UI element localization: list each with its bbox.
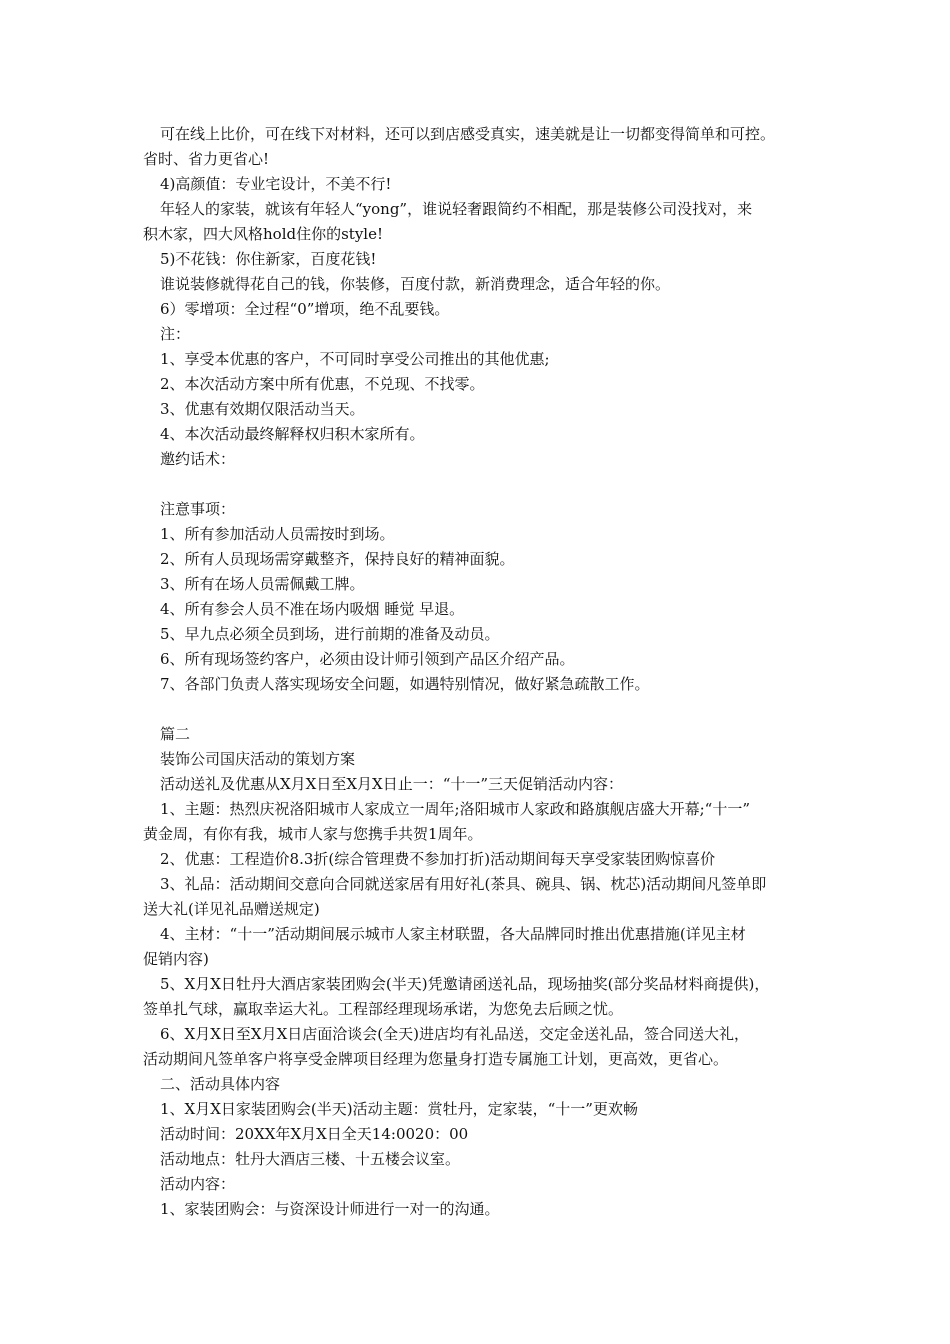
chapter-heading: 篇二	[160, 725, 191, 743]
paragraph-line: 促销内容)	[143, 950, 209, 968]
list-item: 4、主材：“十一”活动期间展示城市人家主材联盟，各大品牌同时推出优惠措施(详见主材	[160, 925, 746, 943]
list-item: 7、各部门负责人落实现场安全问题，如遇特别情况，做好紧急疏散工作。	[160, 675, 650, 693]
list-item: 2、本次活动方案中所有优惠，不兑现、不找零。	[160, 375, 485, 393]
list-item: 1、X月X日家装团购会(半天)活动主题：赏牡丹，定家装，“十一”更欢畅	[160, 1100, 638, 1118]
activity-content-heading: 活动内容：	[160, 1175, 236, 1193]
list-item: 1、主题：热烈庆祝洛阳城市人家成立一周年;洛阳城市人家政和路旗舰店盛大开幕;“十一”	[160, 800, 750, 818]
blank-line	[143, 472, 813, 497]
paragraph-line: 可在线上比价，可在线下对材料，还可以到店感受真实，速美就是让一切都变得简单和可控。	[160, 125, 776, 143]
section-heading: 二、活动具体内容	[160, 1075, 281, 1093]
section-heading: 6）零增项：全过程“0”增项，绝不乱要钱。	[160, 300, 450, 318]
invitation-script-heading: 邀约话术：	[160, 450, 236, 468]
list-item: 3、优惠有效期仅限活动当天。	[160, 400, 365, 418]
paragraph-line: 谁说装修就得花自己的钱，你装修，百度付款，新消费理念，适合年轻的你。	[160, 275, 671, 293]
list-item: 6、所有现场签约客户，必须由设计师引领到产品区介绍产品。	[160, 650, 575, 668]
notes-heading: 注：	[160, 325, 191, 343]
section-heading: 4)高颜值：专业宅设计，不美不行!	[160, 175, 392, 193]
paragraph-line: 签单扎气球，赢取幸运大礼。工程部经理现场承诺，为您免去后顾之忧。	[143, 1000, 624, 1018]
list-item: 1、享受本优惠的客户，不可同时享受公司推出的其他优惠;	[160, 350, 550, 368]
activity-location: 活动地点：牡丹大酒店三楼、十五楼会议室。	[160, 1150, 461, 1168]
document-body	[143, 122, 813, 1222]
list-item: 1、所有参加活动人员需按时到场。	[160, 525, 395, 543]
paragraph-line: 省时、省力更省心!	[143, 150, 270, 168]
list-item: 2、所有人员现场需穿戴整齐，保持良好的精神面貌。	[160, 550, 515, 568]
list-item: 4、所有参会人员不准在场内吸烟 睡觉 早退。	[160, 600, 465, 618]
paragraph-line: 活动送礼及优惠从X月X日至X月X日止一：“十一”三天促销活动内容：	[160, 775, 624, 793]
paragraph-line: 积木家，四大风格hold住你的style!	[143, 225, 383, 243]
paragraph-line: 年轻人的家装，就该有年轻人“yong”，谁说轻奢跟简约不相配，那是装修公司没找对，来	[160, 200, 753, 218]
paragraph-line: 送大礼(详见礼品赠送规定)	[143, 900, 320, 918]
list-item: 3、所有在场人员需佩戴工牌。	[160, 575, 365, 593]
activity-time: 活动时间：20XX年X月X日全天14:0020：00	[160, 1125, 469, 1143]
section-heading: 5)不花钱：你住新家，百度花钱!	[160, 250, 377, 268]
list-item: 2、优惠：工程造价8.3折(综合管理费不参加打折)活动期间每天享受家装团购惊喜价	[160, 850, 716, 868]
blank-line	[143, 697, 813, 722]
list-item: 5、早九点必须全员到场，进行前期的准备及动员。	[160, 625, 500, 643]
list-item: 1、家装团购会：与资深设计师进行一对一的沟通。	[160, 1200, 500, 1218]
paragraph-line: 黄金周，有你有我，城市人家与您携手共贺1周年。	[143, 825, 483, 843]
list-item: 3、礼品：活动期间交意向合同就送家居有用好礼(茶具、碗具、锅、枕芯)活动期间凡签单即	[160, 875, 767, 893]
list-item: 5、X月X日牡丹大酒店家装团购会(半天)凭邀请函送礼品，现场抽奖(部分奖品材料商提供)，	[160, 975, 770, 993]
list-item: 6、X月X日至X月X日店面洽谈会(全天)进店均有礼品送，交定金送礼品，签合同送大礼，	[160, 1025, 749, 1043]
paragraph-line: 活动期间凡签单客户将享受金牌项目经理为您量身打造专属施工计划，更高效，更省心。	[143, 1050, 729, 1068]
precautions-heading: 注意事项：	[160, 500, 236, 518]
document-title: 装饰公司国庆活动的策划方案	[160, 750, 356, 768]
list-item: 4、本次活动最终解释权归积木家所有。	[160, 425, 425, 443]
